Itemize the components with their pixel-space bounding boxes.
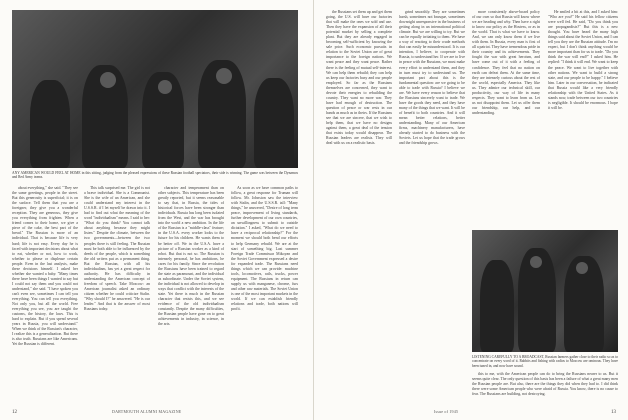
left-photo-caption: ANY AMERICAN WOULD FEEL AT HOME in this sitting, judging from the pleased expressions of these Russian football spectators, their side is winning. The game was between the Dynamos and Red Army teams. <box>12 171 298 180</box>
right-page <box>314 0 628 420</box>
left-column-1: about everything," she said. "They see the same greetings, people in the street. But this generosity is superficial; it is on the surface. Tell them that you are a foreigner, they give you a wonderful reception. They are generous, they give you everything from frighten. When a friend comes to their home, we give a piece of the cake, the best part of the bread." The Russian is more of an individual. That is because life is very hard; life is not easy. Every day he is faced with important decisions about what to eat, whether or not, how to work, whether to please or displease certain people. Even in the last analysis, make these decisions himself. I asked her whether she wanted a baby. "Many times there have been things I wanted to say but I could not say them and you could not understand," she said. "I have spoken you can't even see, sometimes I can tell you everything. You can tell you everything. Not only you, but all the world. Free everything you see, you are taught the customs, the history, the laws. This is hard to explain. But if you spend several years in Russia, you will understand." When we think of the Russian's character, I realize this is a generalization. But there is also truth. Russians are like Americans. Yet the Russian is different. <box>12 186 78 347</box>
left-page-number: 12 <box>12 410 17 415</box>
football-spectators-photo <box>12 10 298 168</box>
right-folio: Issue of 1945 <box>434 409 459 414</box>
left-column-2: This talk surprised me. The girl is not a brave individual. She is a Communist. She is the wife of an American, and she could understand my interest in the U.S.S.R. if I let myself be drawn into it. I had to find out what the meaning of the word "individualism" means. I said to her: "What do you think? You cannot talk about anything because they might listen." Despite the climate, between the two governments—between the two peoples there is still feeling. The Russian must be both able to be influenced by the deeds of the people, which is something the old writers put as a permanent thing. But the Russian, with all his individualism, has yet a great respect for authority. He has difficulty in understanding the American concept of freedom of speech. Take Moscow: an American journalist asked an ordinary citizen whether he could criticize Stalin. "Why should I?" he answered. "He is our leader." And that is the answer of most Russians today. <box>84 186 150 312</box>
radio-listeners-photo <box>472 230 618 352</box>
left-folio: DARTMOUTH ALUMNI MAGAZINE <box>112 409 182 414</box>
right-column-5: this to me, with the American people can do to bring the Russians nearer to us. But it seems quite clear. The only question of this basis has been a failure of what a great many men the Russian people are. But also, there are the things they did when they had to. I did think there were some American people who were afraid of Russia. You know, there is no cause to fear. The Russians are building, not destroying. <box>472 372 618 397</box>
left-column-4: As soon as we have common paths to follow, a great response for Truman will follow. Mr. Johnston saw the interview with Stalin, and the U.S.S.R. tall: "Many things," he answered, "Desire of long term peace, improvement of living standards, further development of our own countries, an unwillingness to submit to outside dictation." I asked, "What do we need to have a reciprocal relationship?" For the moment we should both bend our efforts to help Germany rebuild. We are at the start of something big. Last summer Foreign Trade Commissar Mikoyan and the Soviet Government expressed a desire for expanded trade. The Russians need things which we can provide: machine tools, locomotives, rails, trucks, power equipment. The Russians in return can supply us with manganese, chrome, furs and other raw materials. The Soviet Union is one of the most important markets in the world. If we can establish friendly relations and trade, both nations will profit. <box>231 186 298 312</box>
left-column-3: character and temperament than on other subjects. This temperature has been greatly reported, but it seems reasonable to say that, in Russia, the tides of historical forces have been stronger than individuals. Russia has long been isolated from the West, and the war has brought into the world a new ambition. In the life of the Russian is a "middle-class" feature; in the U.S.A. every worker looks to the future for his children. He wants them to be better off. We in the U.S.A. have a picture of a Russian worker as a kind of robot. But that is not so. The Russian is intensely personal, he has ambitions, he cares for his family. Since the revolution the Russians have been trained to regard the state as paramount, and the individual as subordinate. Under the Soviet system, the individual is not allowed to develop in ways that conflict with the interests of the state. Yet there is much in the Russian character that resists this, and we see evidence of the old individualism constantly. Despite the many difficulties, the Russian people have gone on to great achievements in industry, in science, in the arts. <box>158 186 224 327</box>
right-photo-caption: LISTENING CAREFULLY TO A BROADCAST, Russian farmers gather close to their radio so as to concentrate on every word of it. Rabbits and fishing with radios to Moscow are ominous. They have been tuned in, and now have sound. <box>472 355 618 368</box>
right-column-4: He smiled a bit at this, and I asked him: "Who are you?" He said his fellow citizens were well fed. He said, "Do you think you are propagandists?" But this is a new thought. You have heard the many high things said about the Soviet Union, and I can tell you they are the Russian attitude. I'm no expert, but I don't think anything would be more important than for us to trade. "Do you think the war will end?" I asked him. He replied: "I think it will end. We want to keep the peace. We want to live together with other nations. We want to build a strong state, and our people to be happy." I believe him. Later in our conversation, he indicated that Russia would like a very friendly relationship with the United States. As it stands now, trade between our two countries is negligible. It should be enormous. I hope it will be. <box>548 10 618 110</box>
right-column-3: more consistently above-board policy of our own so that Russia will know where we are heading and why. Then have a right to know our policy as the Hostess, or as in the world. That is what we have to know. And, we can only know them if we live with them. In Russia, every man is first of all a patriot. They have tremendous pride in their country and its achievements. They fought the war with great heroism, and have come out of it with a feeling of confidence. They feel that no nation on earth can defeat them. At the same time, they are intensely curious about the rest of the world, especially America. They like us. They admire our technical skill, our productivity, our way of life in many respects. They want to learn from us. Let us not disappoint them. Let us offer them our friendship, our help, and our understanding. <box>472 10 540 115</box>
right-page-number: 13 <box>611 410 616 415</box>
right-column-2: grind smoothly. They are sometimes harsh, sometimes not brusque, sometimes downright unresponsive in the business of getting along in an international political climate. But we are willing to try. But we can be equally irritating to them. We have a way of reacting to their crude methods that can easily be misunderstood. It is our intention, I believe, to cooperate with Russia, to understand her. If we are to live in peace with the Russians, we must make every effort to understand them, and they in turn must try to understand us. The important part about this is the fundamental question: are we going to be able to trade with Russia? I believe we are. We have every reason to believe that the Russians sincerely want to trade. We have the goods they need, and they have many of the things that we want. It will be of benefit to both countries. And it will mean better relations, better understanding. Many of our American firms, machinery manufacturers, have already started to do business with the Soviets. Let us hope that the trade grows and the friendship grows. <box>399 10 465 146</box>
right-column-1: the Russians set them up and get them going, the U.S. will have our factories that will make the ones we sold and use. Then they have the expansion of all their potential market by selling a complete plant. But they are already engaged in becoming self-sufficient by knowing the sale price. Such economic pursuits in relation to the Soviet Union are of great importance to the foreign nations. We want peace and they want peace. Rather there is the feeling of mutual self-interest. We can help them rebuild; they can help us keep our factories busy and our people employed. So far as the Russians themselves are concerned, they want to devote their energies to rebuilding the country. They want no more war. They have had enough of destruction. The question of peace or war rests in our hands as much as in theirs. If the Russians see that we are sincere, that we wish to help them, that we have no designs against them, a great deal of the tension that exists today would disappear. The Russian leaders are realists. They will deal with us on a realistic basis. <box>326 10 392 146</box>
